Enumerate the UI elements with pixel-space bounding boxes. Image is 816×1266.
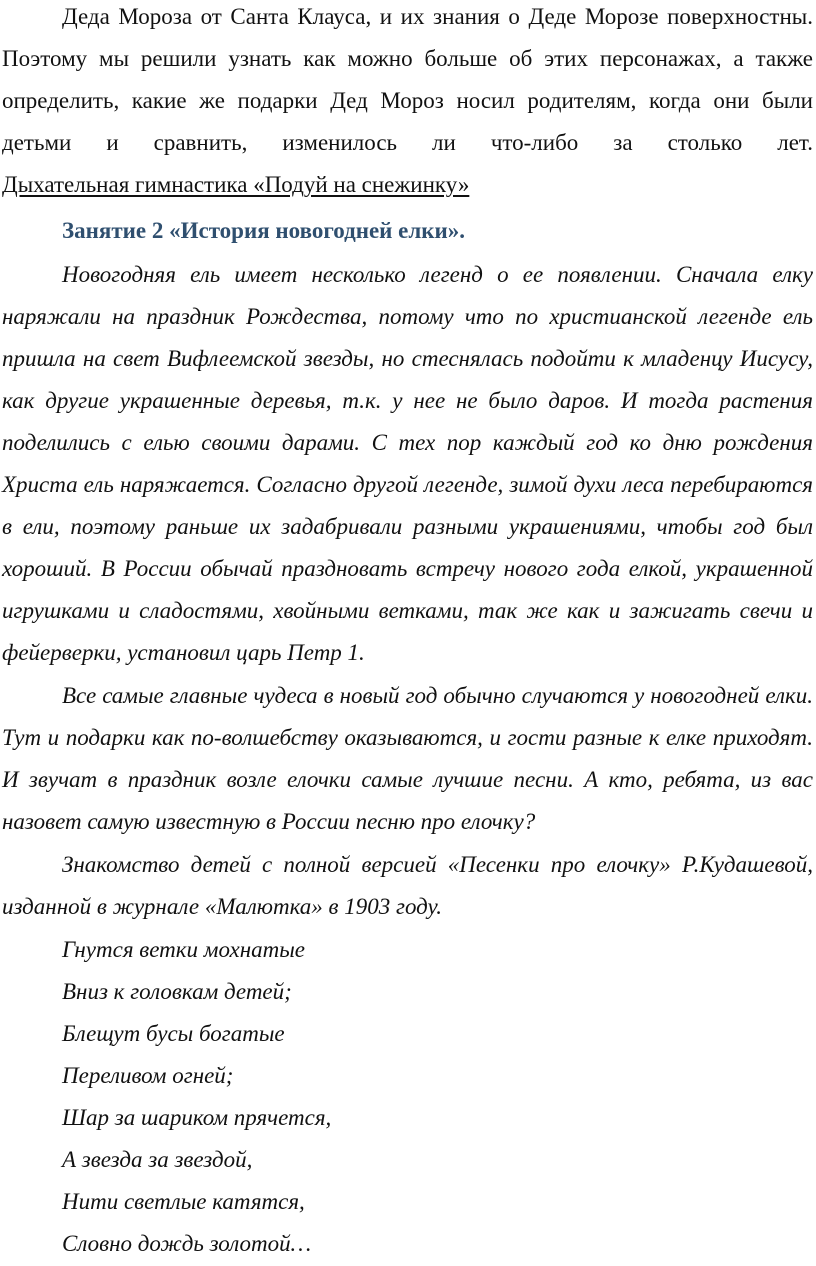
poem-line: Вниз к головкам детей; bbox=[62, 979, 292, 1004]
breathing-exercise-line bbox=[2, 164, 813, 206]
poem-line: Гнутся ветки мохнатые bbox=[62, 937, 306, 962]
poem-line: А звезда за звездой, bbox=[62, 1147, 253, 1172]
lesson-paragraph: Знакомство детей с полной версией «Песенки про елочку» Р.Кудашевой, изданной в журнале «Малютка» в 1903 году. bbox=[2, 852, 813, 919]
lesson-paragraph: Новогодняя ель имеет несколько легенд о ее появлении. Сначала елку наряжали на праздник Рождества, потому что по христианской легенде ель пришла на свет Вифлеемской звезды, но стеснялась подойти к младенцу Иисусу, как другие украшенные деревья, т.к. у нее не было даров. И тогда растения поделились с елью своими дарами. С тех пор каждый год ко дню рождения Христа ель наряжается. Согласно другой легенде, зимой духи леса перебираются в ели, поэтому раньше их задабривали разными украшениями, чтобы год был хороший. В России обычай праздновать встречу нового года елкой, украшенной игрушками и сладостями, хвойными ветками, так же как и зажигать свечи и фейерверки, установил царь Петр 1. bbox=[2, 262, 813, 665]
intro-paragraph: Деда Мороза от Санта Клауса, и их знания о Деде Морозе поверхностны. Поэтому мы решили узнать как можно больше об этих персонажах, а также определить, какие же подарки Дед Мороз носил родителям, когда они были детьми и сравнить, изменилось ли что-либо за столько лет. bbox=[2, 4, 813, 155]
poem-line: Шар за шариком прячется, bbox=[62, 1105, 332, 1130]
lesson-heading: Занятие 2 «История новогодней елки». bbox=[62, 218, 466, 243]
poem-line: Словно дождь золотой… bbox=[62, 1231, 312, 1256]
breathing-exercise-title: Дыхательная гимнастика «Подуй на снежинку» bbox=[2, 172, 470, 197]
poem-line: Блещут бусы богатые bbox=[62, 1021, 285, 1046]
poem-line: Нити светлые катятся, bbox=[62, 1189, 305, 1214]
poem-line: Переливом огней; bbox=[62, 1063, 234, 1088]
lesson-paragraph: Все самые главные чудеса в новый год обычно случаются у новогодней елки. Тут и подарки как по-волшебству оказываются, и гости разные к елке приходят. И звучат в праздник возле елочки самые лучшие песни. А кто, ребята, из вас назовет самую известную в России песню про елочку? bbox=[2, 683, 813, 834]
poem bbox=[2, 929, 813, 1265]
